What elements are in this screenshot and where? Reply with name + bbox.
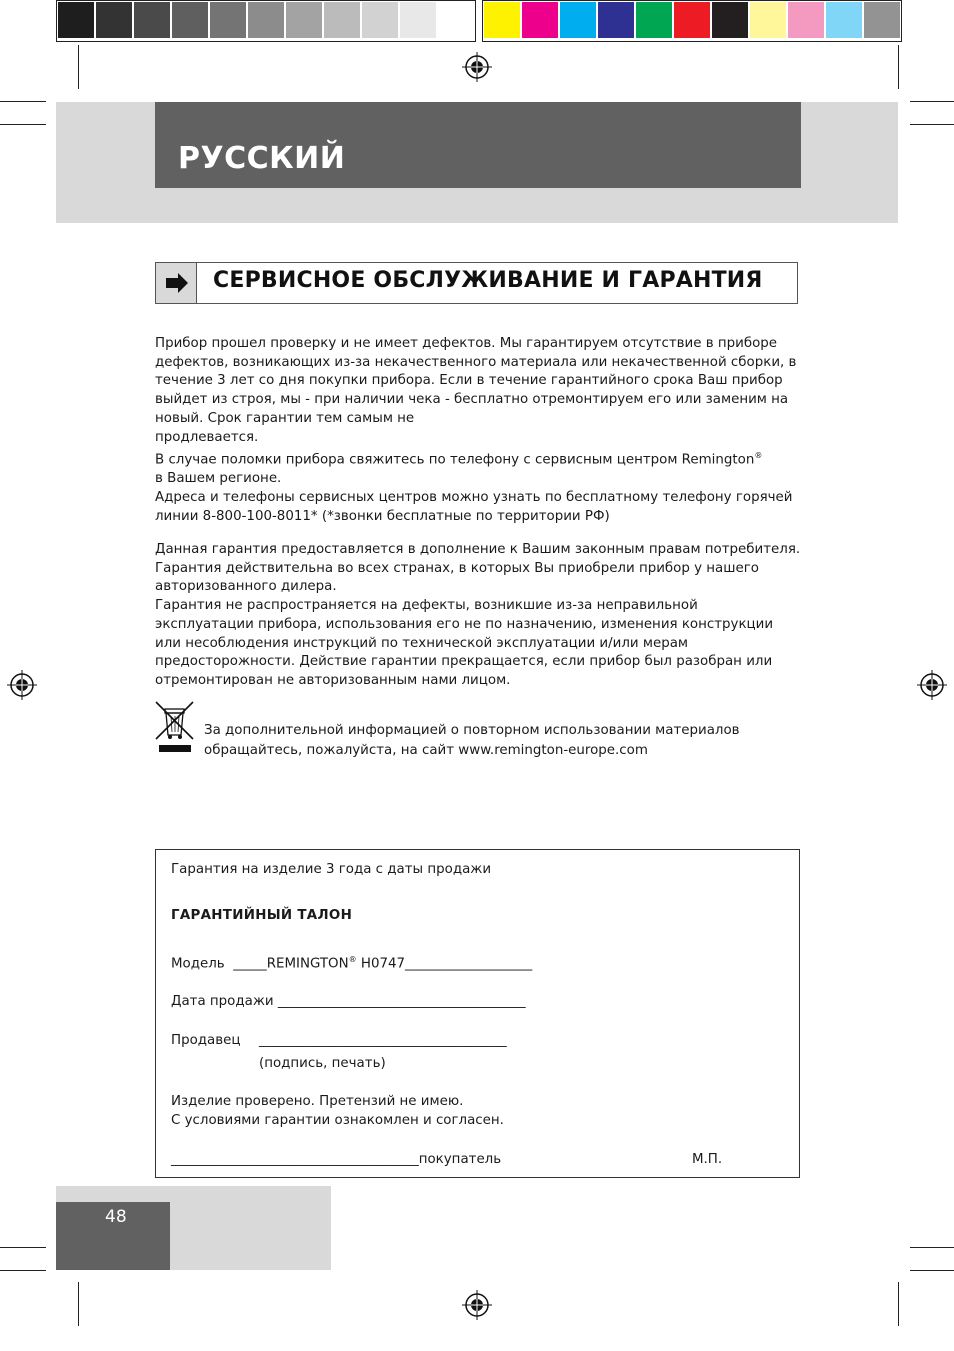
gray-swatch — [134, 2, 170, 38]
warranty-card — [155, 849, 800, 1178]
crop-mark — [78, 45, 79, 89]
crop-mark — [898, 1282, 899, 1326]
crop-mark — [0, 1270, 46, 1271]
color-swatch — [788, 2, 824, 38]
warranty-card-title: ГАРАНТИЙНЫЙ ТАЛОН — [171, 908, 353, 923]
crop-mark — [0, 101, 46, 102]
stamp-label: М.П. — [692, 1152, 723, 1167]
gray-swatch — [96, 2, 132, 38]
warranty-paragraph-1: Прибор прошел проверку и не имеет дефектов. Мы гарантируем отсутствие в приборе дефектов, возникающих из-за некачественного материала или некачественной сборки, в течение 3 лет со дня покупки прибора. Если в течение гарантийного срока Ваш прибор выйдет из строя, мы - при наличии чека - бесплатно отремонтируем его или заменим на новый. Срок гарантии тем самым не продлевается. В случае поломки прибора свяжитесь по телефону с сервисным центром Remington® в Вашем регионе. Адреса и телефоны сервисных центров можно узнать по бесплатному телефону горячей линии 8-800-100-8011* (*звонки бесплатные по территории РФ) — [155, 335, 805, 527]
crop-mark — [910, 1270, 954, 1271]
registration-mark-icon — [917, 670, 947, 700]
color-swatch — [522, 2, 558, 38]
gray-swatch — [324, 2, 360, 38]
seller-field[interactable]: _____________________________________ — [259, 1033, 507, 1048]
seller-label: Продавец — [171, 1033, 241, 1048]
recycle-info: За дополнительной информацией о повторном использовании материалов обращайтесь, пожалуйста, на сайт www.remington-europe.com — [204, 721, 740, 761]
section-arrow-box — [155, 262, 197, 304]
gray-swatch — [210, 2, 246, 38]
registration-mark-icon — [462, 52, 492, 82]
gray-swatch — [362, 2, 398, 38]
gray-swatch — [172, 2, 208, 38]
color-swatch — [560, 2, 596, 38]
crop-mark — [898, 45, 899, 89]
color-swatch — [712, 2, 748, 38]
crop-mark — [0, 1247, 46, 1248]
agreement-statement: С условиями гарантии ознакомлен и согласен. — [171, 1113, 504, 1128]
color-swatch — [484, 2, 520, 38]
buyer-signature-field[interactable]: _____________________________________покупатель — [171, 1152, 502, 1167]
warranty-paragraph-2: Данная гарантия предоставляется в дополнение к Вашим законным правам потребителя. Гарантия действительна во всех странах, в которых Вы приобрели прибор у нашего авторизованного дилера. Гарантия не распространяется на дефекты, возникшие из-за неправильной эксплуатации прибора, использования его не по назначению, изменения конструкции или несоблюдения инструкций по технической эксплуатации и/или мерам предосторожности. Действие гарантии прекращается, если прибор был разобран или отремонтирован не авторизованным нами лицом. — [155, 542, 801, 688]
color-swatch — [598, 2, 634, 38]
color-calibration-bar — [482, 0, 902, 42]
color-swatch — [826, 2, 862, 38]
color-swatch — [636, 2, 672, 38]
signature-note: (подпись, печать) — [259, 1056, 386, 1071]
crop-mark — [910, 101, 954, 102]
gray-swatch — [438, 2, 474, 38]
model-field[interactable]: Модель _____REMINGTON® H0747___________________ — [171, 955, 533, 972]
website-link: обращайтесь, пожалуйста, на сайт www.remington-europe.com — [204, 743, 648, 758]
section-title: СЕРВИСНОЕ ОБСЛУЖИВАНИЕ И ГАРАНТИЯ — [213, 268, 763, 293]
arrow-right-icon — [156, 263, 196, 303]
gray-swatch — [286, 2, 322, 38]
gray-swatch — [248, 2, 284, 38]
hotline-line: линии 8-800-100-8011* (*звонки бесплатные по территории РФ) — [155, 508, 610, 524]
gray-swatch — [58, 2, 94, 38]
registration-mark-icon — [7, 670, 37, 700]
service-center-line: В случае поломки прибора свяжитесь по телефону с сервисным центром Remington® — [155, 451, 763, 468]
page-title: РУССКИЙ — [178, 141, 346, 176]
crop-mark — [910, 1247, 954, 1248]
color-swatch — [864, 2, 900, 38]
sale-date-field[interactable]: Дата продажи _____________________________________ — [171, 994, 526, 1009]
crop-mark — [910, 124, 954, 125]
color-swatch — [750, 2, 786, 38]
crop-mark — [78, 1282, 79, 1326]
page-number: 48 — [105, 1207, 127, 1227]
warranty-period-line: Гарантия на изделие 3 года с даты продажи — [171, 862, 492, 877]
color-swatch — [674, 2, 710, 38]
gray-swatch — [400, 2, 436, 38]
checked-statement: Изделие проверено. Претензий не имею. — [171, 1094, 464, 1109]
crop-mark — [0, 124, 46, 125]
grayscale-calibration-bar — [56, 0, 476, 42]
weee-crossed-bin-icon — [153, 699, 197, 755]
registration-mark-icon — [462, 1290, 492, 1320]
